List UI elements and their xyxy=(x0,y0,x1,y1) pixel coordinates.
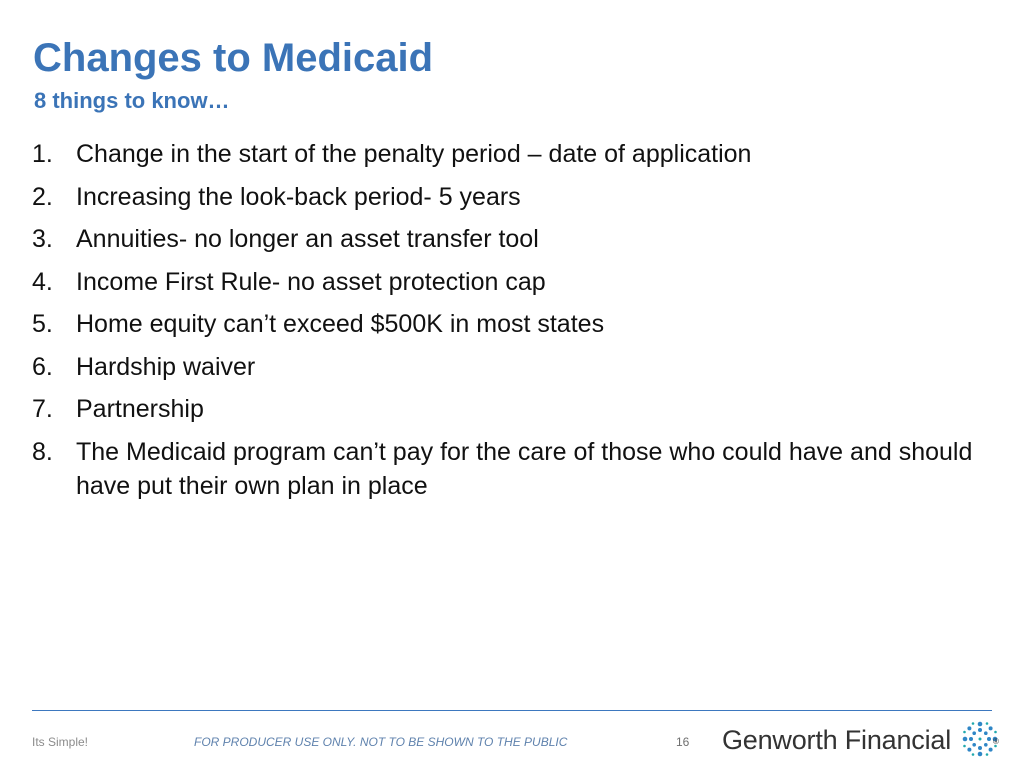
list-item-text: Annuities- no longer an asset transfer tool xyxy=(76,225,539,253)
list-item xyxy=(32,180,992,214)
list-item-text: Hardship waiver xyxy=(76,352,256,381)
list-item-number: 4. xyxy=(32,267,53,296)
list-item-text: Home equity can’t exceed $500K in most states xyxy=(76,310,605,338)
list-item-number: 8. xyxy=(32,437,53,466)
genworth-financial-logo xyxy=(722,717,1006,761)
list-item-text: Income First Rule- no asset protection cap xyxy=(76,267,546,296)
page-number: 16 xyxy=(676,735,690,749)
footer-tagline: Its Simple! xyxy=(32,735,89,749)
things-to-know-list xyxy=(32,137,992,511)
list-item-text: The Medicaid program can’t pay for the care of those who could have and should have put their own plan in place xyxy=(76,437,973,500)
list-item-number: 5. xyxy=(32,310,53,338)
list-item-text: Change in the start of the penalty period – date of application xyxy=(76,140,752,168)
slide-title: Changes to Medicaid xyxy=(33,36,434,80)
list-item xyxy=(32,222,992,256)
list-item xyxy=(32,350,992,384)
list-item xyxy=(32,435,992,503)
slide-subtitle: 8 things to know… xyxy=(34,88,230,113)
list-item-text: Increasing the look-back period- 5 years xyxy=(76,182,521,211)
brand-name: Genworth Financial xyxy=(722,725,952,755)
list-item-number: 6. xyxy=(32,352,53,381)
list-item-number: 7. xyxy=(32,395,53,423)
list-item-number: 1. xyxy=(32,140,53,168)
footer-producer-notice: FOR PRODUCER USE ONLY. NOT TO BE SHOWN TO THE PUBLIC xyxy=(194,735,568,749)
list-item-number: 3. xyxy=(32,225,53,253)
list-item xyxy=(32,307,992,341)
list-item xyxy=(32,392,992,426)
list-item-text: Partnership xyxy=(76,395,204,423)
registered-mark: ® xyxy=(993,737,999,746)
list-item-number: 2. xyxy=(32,182,53,211)
list-item xyxy=(32,265,992,299)
list-item xyxy=(32,137,992,171)
footer-divider xyxy=(32,710,992,711)
